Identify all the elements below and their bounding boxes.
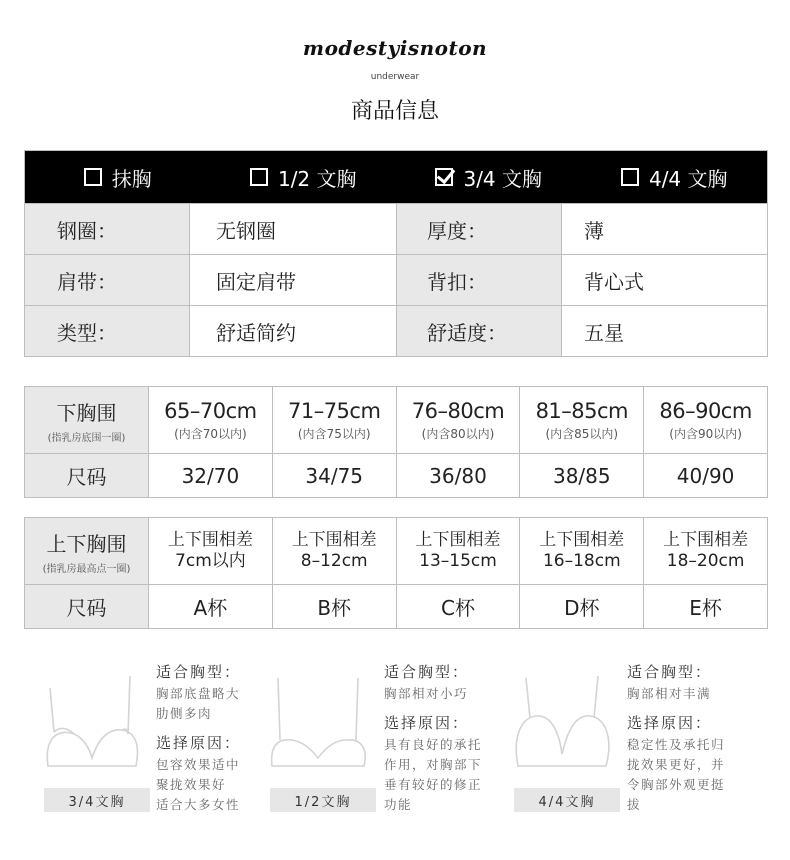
size-cell bbox=[397, 585, 521, 628]
diff-label: 上下围相差 bbox=[663, 530, 749, 550]
spec-key: 背扣： bbox=[397, 255, 562, 305]
style-card-three-quarter bbox=[40, 660, 270, 840]
size-value: C杯 bbox=[441, 596, 475, 620]
cup-option-label: 4/4 文胸 bbox=[648, 166, 728, 191]
fit-line: 胸部相对小巧 bbox=[384, 686, 469, 701]
size-value: E杯 bbox=[689, 596, 722, 620]
size-header-cell bbox=[25, 454, 149, 497]
diff-value: 7cm以内 bbox=[175, 551, 246, 571]
reason-line: 包容效果适中 bbox=[156, 757, 241, 772]
reason-line: 功能 bbox=[384, 797, 413, 812]
bra-full-icon bbox=[510, 666, 615, 781]
fit-line: 肋侧多肉 bbox=[156, 706, 213, 721]
size-cell bbox=[149, 454, 273, 497]
spec-value: 薄 bbox=[584, 218, 604, 243]
header-main: 上下胸围 bbox=[46, 531, 127, 556]
fit-title: 适合胸型： bbox=[384, 663, 470, 681]
reason-line: 拔 bbox=[627, 797, 642, 812]
band-range-cell bbox=[644, 387, 767, 453]
reason-line: 聚拢效果好 bbox=[156, 777, 227, 792]
spec-row bbox=[25, 203, 767, 254]
range-value: 86–90cm bbox=[659, 398, 752, 423]
style-description bbox=[627, 660, 757, 815]
spec-key: 舒适度： bbox=[397, 306, 562, 356]
cup-header-cell bbox=[25, 518, 149, 584]
range-note: (内含85以内) bbox=[545, 426, 619, 441]
reason-line: 令胸部外观更挺 bbox=[627, 777, 726, 792]
cup-style-bar bbox=[25, 151, 767, 203]
cup-size-table bbox=[24, 517, 768, 629]
cup-option-label: 3/4 文胸 bbox=[463, 166, 543, 191]
checkbox-icon[interactable] bbox=[621, 168, 639, 186]
size-cell bbox=[149, 585, 273, 628]
cup-diff-cell bbox=[149, 518, 273, 584]
reason-line: 拢效果更好，并 bbox=[627, 757, 726, 772]
style-label: 4/4文胸 bbox=[514, 788, 620, 812]
cup-diff-cell bbox=[397, 518, 521, 584]
diff-value: 8–12cm bbox=[300, 551, 368, 571]
band-range-cell bbox=[397, 387, 521, 453]
style-description bbox=[384, 660, 509, 815]
size-cell bbox=[644, 585, 767, 628]
brand-subtitle: underwear bbox=[370, 72, 420, 82]
range-value: 81–85cm bbox=[535, 398, 629, 423]
diff-value: 18–20cm bbox=[666, 551, 745, 571]
diff-label: 上下围相差 bbox=[539, 530, 625, 550]
diff-label: 上下围相差 bbox=[291, 530, 377, 550]
table-row bbox=[25, 518, 767, 584]
range-note: (内含90以内) bbox=[669, 426, 742, 441]
range-note: (内含75以内) bbox=[297, 426, 371, 441]
header-main: 下胸围 bbox=[56, 400, 117, 425]
spec-value: 无钢圈 bbox=[190, 204, 397, 254]
band-size-table bbox=[24, 386, 768, 498]
range-value: 76–80cm bbox=[411, 398, 505, 423]
table-row bbox=[25, 584, 767, 628]
size-value: 36/80 bbox=[429, 463, 487, 488]
spec-key: 钢圈： bbox=[25, 204, 190, 254]
reason-title: 选择原因： bbox=[627, 714, 713, 732]
size-cell bbox=[273, 585, 397, 628]
diff-value: 16–18cm bbox=[542, 551, 621, 571]
table-row bbox=[25, 453, 767, 497]
size-label: 尺码 bbox=[66, 596, 107, 620]
band-range-cell bbox=[273, 387, 397, 453]
diff-label: 上下围相差 bbox=[415, 530, 501, 550]
style-label: 1/2文胸 bbox=[270, 788, 376, 812]
bra-three-quarter-icon bbox=[40, 666, 145, 781]
style-label: 3/4文胸 bbox=[44, 788, 150, 812]
range-value: 65–70cm bbox=[164, 398, 257, 423]
size-value: B杯 bbox=[317, 596, 352, 620]
brand-logo: modestyisnoton bbox=[302, 36, 488, 60]
size-value: A杯 bbox=[193, 596, 228, 620]
spec-row bbox=[25, 305, 767, 356]
product-spec-table bbox=[24, 150, 768, 357]
spec-value: 固定肩带 bbox=[190, 255, 397, 305]
header-sub: (指乳房最高点一圈) bbox=[42, 563, 131, 575]
spec-value: 五星 bbox=[584, 320, 624, 345]
reason-line: 稳定性及承托归 bbox=[627, 737, 726, 752]
style-card-full bbox=[510, 660, 760, 840]
size-cell bbox=[520, 585, 644, 628]
range-note: (内含70以内) bbox=[174, 426, 247, 441]
checkbox-checked-icon[interactable] bbox=[435, 168, 453, 186]
cup-option-label: 1/2 文胸 bbox=[277, 166, 357, 191]
cup-option-three-quarter[interactable] bbox=[396, 163, 582, 192]
band-range-cell bbox=[149, 387, 273, 453]
page-title: 商品信息 bbox=[350, 99, 439, 124]
reason-line: 作用，对胸部下 bbox=[384, 757, 483, 772]
spec-key: 类型： bbox=[25, 306, 190, 356]
checkbox-icon[interactable] bbox=[84, 168, 102, 186]
size-label: 尺码 bbox=[66, 465, 107, 489]
table-row bbox=[25, 387, 767, 453]
cup-option-strapless[interactable] bbox=[25, 163, 211, 192]
style-card-half bbox=[266, 660, 511, 840]
range-value: 71–75cm bbox=[287, 398, 381, 423]
cup-option-label: 抹胸 bbox=[111, 166, 152, 191]
header-sub: (指乳房底围一圈) bbox=[47, 432, 126, 444]
spec-row bbox=[25, 254, 767, 305]
size-cell bbox=[273, 454, 397, 497]
range-note: (内含80以内) bbox=[421, 426, 495, 441]
spec-value: 舒适简约 bbox=[190, 306, 397, 356]
size-cell bbox=[644, 454, 767, 497]
fit-title: 适合胸型： bbox=[627, 663, 713, 681]
bra-half-icon bbox=[266, 666, 371, 781]
fit-line: 胸部相对丰满 bbox=[627, 686, 712, 701]
size-value: 38/85 bbox=[552, 463, 611, 488]
checkbox-icon[interactable] bbox=[250, 168, 268, 186]
size-value: 32/70 bbox=[181, 463, 240, 488]
size-header-cell bbox=[25, 585, 149, 628]
reason-line: 垂有较好的修正 bbox=[384, 777, 483, 792]
diff-value: 13–15cm bbox=[419, 551, 497, 571]
cup-diff-cell bbox=[520, 518, 644, 584]
size-cell bbox=[520, 454, 644, 497]
band-header-cell bbox=[25, 387, 149, 453]
size-value: 40/90 bbox=[676, 463, 735, 488]
reason-line: 具有良好的承托 bbox=[384, 737, 483, 752]
diff-label: 上下围相差 bbox=[167, 530, 253, 550]
style-description bbox=[156, 660, 271, 815]
cup-diff-cell bbox=[273, 518, 397, 584]
spec-key: 肩带： bbox=[25, 255, 190, 305]
cup-diff-cell bbox=[644, 518, 767, 584]
size-value: D杯 bbox=[564, 596, 600, 620]
size-cell bbox=[397, 454, 521, 497]
band-range-cell bbox=[520, 387, 644, 453]
reason-title: 选择原因： bbox=[156, 734, 242, 752]
cup-option-full[interactable] bbox=[582, 163, 768, 192]
spec-value: 背心式 bbox=[584, 269, 644, 294]
spec-key: 厚度： bbox=[397, 204, 562, 254]
cup-option-half[interactable] bbox=[211, 163, 397, 192]
fit-title: 适合胸型： bbox=[156, 663, 242, 681]
size-value: 34/75 bbox=[305, 463, 364, 488]
fit-line: 胸部底盘略大 bbox=[156, 686, 241, 701]
reason-title: 选择原因： bbox=[384, 714, 470, 732]
reason-line: 适合大多女性 bbox=[156, 797, 241, 812]
